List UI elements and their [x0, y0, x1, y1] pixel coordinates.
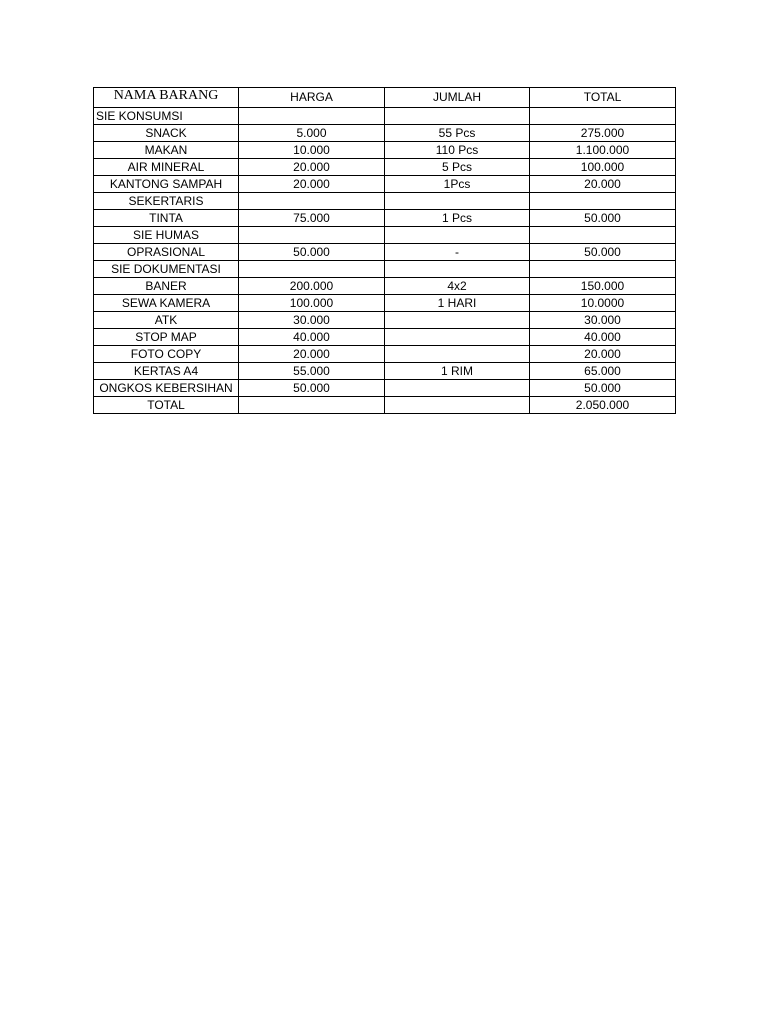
cell-nama-barang: KERTAS A4	[94, 363, 239, 380]
cell-total	[530, 108, 676, 125]
cell-jumlah: -	[385, 244, 530, 261]
cell-jumlah	[385, 193, 530, 210]
cell-nama-barang: SEWA KAMERA	[94, 295, 239, 312]
cell-harga	[239, 193, 385, 210]
cell-total: 100.000	[530, 159, 676, 176]
cell-jumlah	[385, 329, 530, 346]
header-jumlah: JUMLAH	[385, 88, 530, 108]
cell-nama-barang: TOTAL	[94, 397, 239, 414]
cell-harga: 5.000	[239, 125, 385, 142]
table-row	[94, 159, 676, 176]
cell-jumlah	[385, 261, 530, 278]
cell-nama-barang: ATK	[94, 312, 239, 329]
cell-total: 65.000	[530, 363, 676, 380]
cell-jumlah: 1 RIM	[385, 363, 530, 380]
table-row	[94, 397, 676, 414]
cell-nama-barang: MAKAN	[94, 142, 239, 159]
cell-nama-barang: ONGKOS KEBERSIHAN	[94, 380, 239, 397]
table-row	[94, 261, 676, 278]
cell-nama-barang: SIE HUMAS	[94, 227, 239, 244]
table-row	[94, 312, 676, 329]
cell-harga: 10.000	[239, 142, 385, 159]
table-row	[94, 363, 676, 380]
cell-jumlah: 5 Pcs	[385, 159, 530, 176]
cell-total: 50.000	[530, 244, 676, 261]
table-row	[94, 193, 676, 210]
table-row	[94, 380, 676, 397]
table-row	[94, 142, 676, 159]
cell-total: 10.0000	[530, 295, 676, 312]
cell-jumlah: 1Pcs	[385, 176, 530, 193]
cell-harga: 30.000	[239, 312, 385, 329]
cell-jumlah: 1 Pcs	[385, 210, 530, 227]
cell-harga	[239, 261, 385, 278]
cell-harga: 20.000	[239, 346, 385, 363]
cell-jumlah	[385, 227, 530, 244]
cell-jumlah	[385, 108, 530, 125]
header-total: TOTAL	[530, 88, 676, 108]
table-row	[94, 227, 676, 244]
cell-harga: 55.000	[239, 363, 385, 380]
cell-harga: 50.000	[239, 244, 385, 261]
table-body	[94, 108, 676, 414]
table-row	[94, 329, 676, 346]
table-row	[94, 244, 676, 261]
cell-total	[530, 227, 676, 244]
cell-nama-barang: SEKERTARIS	[94, 193, 239, 210]
cell-total: 20.000	[530, 346, 676, 363]
cell-total: 2.050.000	[530, 397, 676, 414]
cell-total	[530, 261, 676, 278]
cell-nama-barang: FOTO COPY	[94, 346, 239, 363]
table-header-row	[94, 88, 676, 108]
cell-nama-barang: AIR MINERAL	[94, 159, 239, 176]
cell-harga	[239, 397, 385, 414]
cell-nama-barang: SIE KONSUMSI	[94, 108, 239, 125]
cell-harga: 50.000	[239, 380, 385, 397]
cell-nama-barang: BANER	[94, 278, 239, 295]
cell-harga: 200.000	[239, 278, 385, 295]
cell-total: 150.000	[530, 278, 676, 295]
cell-harga	[239, 108, 385, 125]
table-row	[94, 108, 676, 125]
cell-total: 20.000	[530, 176, 676, 193]
cell-nama-barang: TINTA	[94, 210, 239, 227]
table-row	[94, 278, 676, 295]
cell-jumlah: 4x2	[385, 278, 530, 295]
cell-jumlah: 55 Pcs	[385, 125, 530, 142]
cell-harga	[239, 227, 385, 244]
cell-harga: 40.000	[239, 329, 385, 346]
cell-jumlah: 110 Pcs	[385, 142, 530, 159]
cell-harga: 20.000	[239, 176, 385, 193]
cell-total: 50.000	[530, 380, 676, 397]
cell-jumlah	[385, 346, 530, 363]
budget-table	[93, 87, 676, 414]
cell-harga: 75.000	[239, 210, 385, 227]
cell-total	[530, 193, 676, 210]
cell-nama-barang: SNACK	[94, 125, 239, 142]
cell-jumlah	[385, 312, 530, 329]
header-nama-barang: NAMA BARANG	[94, 88, 239, 108]
cell-total: 1.100.000	[530, 142, 676, 159]
cell-harga: 100.000	[239, 295, 385, 312]
cell-nama-barang: OPRASIONAL	[94, 244, 239, 261]
table-row	[94, 295, 676, 312]
table-row	[94, 210, 676, 227]
header-harga: HARGA	[239, 88, 385, 108]
cell-nama-barang: STOP MAP	[94, 329, 239, 346]
cell-nama-barang: SIE DOKUMENTASI	[94, 261, 239, 278]
cell-jumlah	[385, 397, 530, 414]
table-row	[94, 125, 676, 142]
cell-jumlah: 1 HARI	[385, 295, 530, 312]
cell-total: 275.000	[530, 125, 676, 142]
cell-total: 50.000	[530, 210, 676, 227]
cell-harga: 20.000	[239, 159, 385, 176]
cell-total: 30.000	[530, 312, 676, 329]
cell-jumlah	[385, 380, 530, 397]
table-row	[94, 346, 676, 363]
table-row	[94, 176, 676, 193]
cell-nama-barang: KANTONG SAMPAH	[94, 176, 239, 193]
cell-total: 40.000	[530, 329, 676, 346]
